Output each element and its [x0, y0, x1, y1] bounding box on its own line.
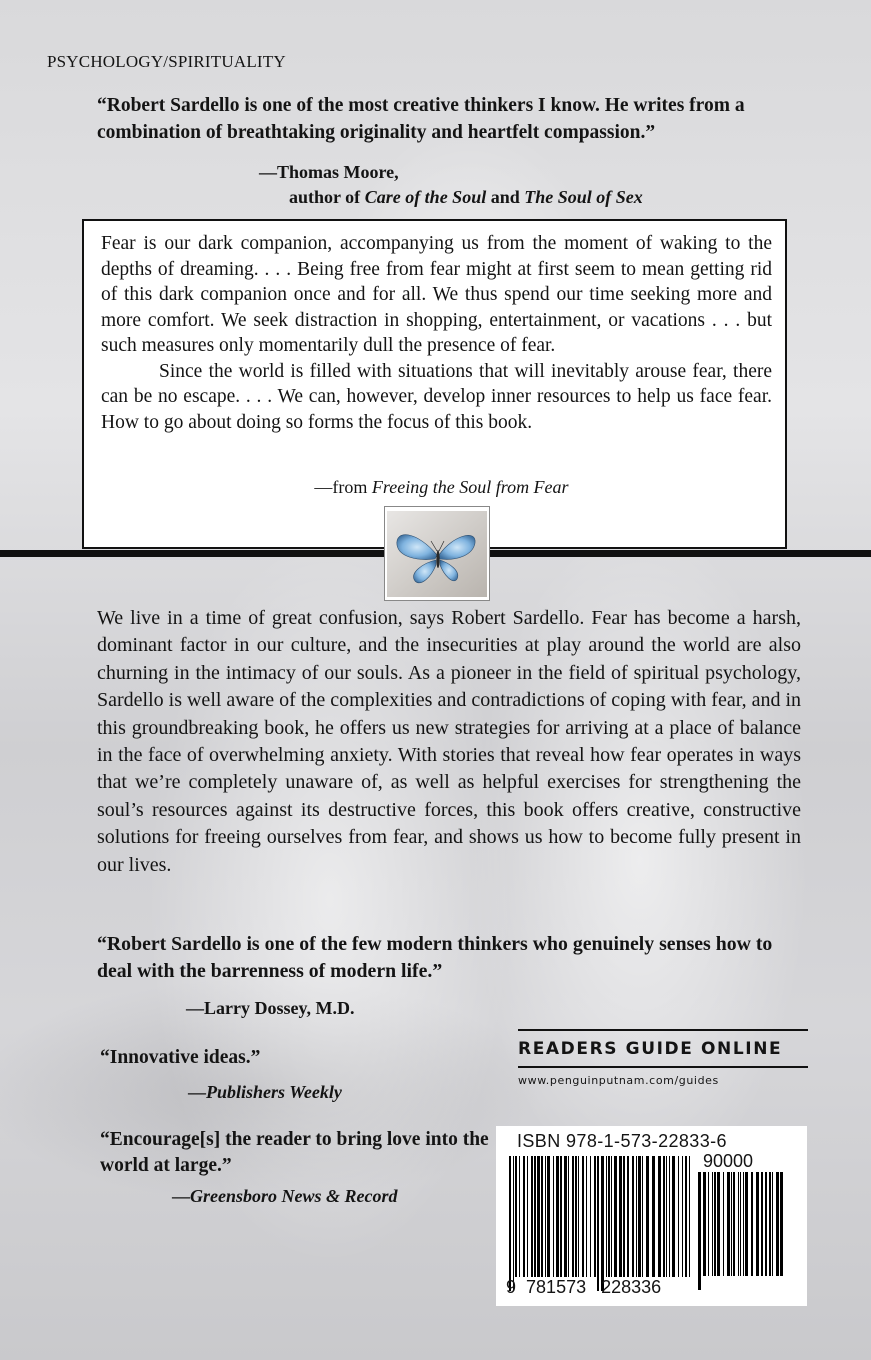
barcode-bar — [658, 1156, 661, 1277]
barcode-bar — [714, 1172, 716, 1276]
barcode-bar — [553, 1156, 554, 1277]
barcode-bar — [723, 1172, 724, 1276]
barcode-bar — [666, 1156, 667, 1277]
barcode-bar — [761, 1172, 763, 1276]
barcode-bar — [564, 1156, 567, 1277]
credit-book-1: Care of the Soul — [364, 187, 487, 207]
price-barcode — [698, 1172, 786, 1290]
barcode-bar — [531, 1156, 533, 1277]
butterfly-icon — [387, 511, 487, 597]
readers-guide-url: www.penguinputnam.com/guides — [518, 1074, 719, 1087]
barcode-bar — [586, 1156, 587, 1277]
barcode-bar — [547, 1156, 550, 1277]
barcode-bar — [560, 1156, 562, 1277]
barcode-bar — [578, 1156, 579, 1277]
endorsement-quote-publishers-weekly: “Innovative ideas.” — [100, 1047, 261, 1068]
barcode-bar — [601, 1156, 604, 1291]
barcode-bar — [575, 1156, 577, 1277]
attribution-source: Greensboro News & Record — [190, 1186, 398, 1206]
excerpt-paragraph-1: Fear is our dark companion, accompanying us from the moment of waking to the depths of dreaming. . . . Being free from fear might at first seem to mean getting rid of this dark companion once and for all. We thus spend our time seeking more and more comfort. We seek distraction in shopping, entertainment, or vacations . . . but such measures only momentarily dull the presence of fear. — [101, 233, 772, 356]
top-endorsement-quote: “Robert Sardello is one of the most creative thinkers I know. He writes from a combination of breathtaking originality and heartfelt compassion.” — [97, 95, 745, 143]
barcode-bar — [572, 1156, 574, 1277]
barcode-bar — [698, 1172, 701, 1290]
excerpt-source — [0, 477, 871, 498]
barcode-bar — [519, 1156, 520, 1277]
credit-prefix: author of — [289, 187, 365, 207]
barcode-bar — [708, 1172, 709, 1276]
barcode-bar — [703, 1172, 706, 1276]
barcode-bar — [590, 1156, 591, 1277]
readers-guide-top-rule — [518, 1029, 808, 1031]
readers-guide-title: READERS GUIDE ONLINE — [518, 1039, 783, 1059]
top-endorsement-attribution — [259, 160, 643, 210]
barcode-bar — [751, 1172, 753, 1276]
barcode-digit-group-2: 228336 — [601, 1277, 662, 1297]
credit-book-2: The Soul of Sex — [524, 187, 643, 207]
barcode-bar — [515, 1156, 517, 1277]
excerpt-text — [101, 231, 772, 435]
barcode-bar — [717, 1172, 720, 1276]
attribution-dash: — — [188, 1082, 206, 1102]
barcode-bar — [756, 1172, 759, 1276]
barcode-digits — [506, 1277, 661, 1298]
barcode-bar — [509, 1156, 511, 1291]
endorsement-attribution-dossey: —Larry Dossey, M.D. — [186, 998, 355, 1018]
barcode-bar — [614, 1156, 617, 1277]
barcode-bar — [611, 1156, 612, 1277]
barcode-bar — [534, 1156, 536, 1277]
barcode-bar — [678, 1156, 679, 1277]
excerpt-paragraph-2: Since the world is filled with situations that will inevitably arouse fear, there can be no escape. . . . We can, however, develop inner resources to help us face fear. How to go about doing so forms the focus of this book. — [101, 360, 772, 433]
barcode-bar — [646, 1156, 649, 1277]
barcode-bar — [594, 1156, 596, 1277]
barcode-digit-first: 9 — [506, 1277, 517, 1297]
barcode-bar — [642, 1156, 643, 1277]
barcode-bar — [712, 1172, 713, 1276]
book-description: We live in a time of great confusion, says Robert Sardello. Fear has become a harsh, dominant factor in our culture, and the insecurities at play around the world are also churning in the intimacy of our souls. As a pioneer in the field of spiritual psychology, Sardello is well aware of the complexities and contradictions of coping with fear, and in this groundbreaking book, he offers us new strategies for arriving at a place of balance in the face of overwhelming anxiety. With stories that reveal how fear operates in ways that we’re completely unaware of, as well as helpful exercises for strengthening the soul’s resources against its destructive forces, this book offers creative, constructive solutions for freeing ourselves from fear, and shows us how to become fully present in our lives. — [97, 607, 801, 876]
barcode-bar — [619, 1156, 622, 1277]
barcode-bar — [727, 1172, 730, 1276]
barcode-bar — [623, 1156, 625, 1277]
barcode-bar — [776, 1172, 779, 1276]
barcode-bar — [689, 1156, 690, 1277]
barcode-bar — [731, 1172, 732, 1276]
excerpt-source-prefix: —from — [314, 477, 372, 497]
readers-guide-divider — [518, 1066, 808, 1068]
endorsement-quote-dossey: “Robert Sardello is one of the few modern thinkers who genuinely senses how to deal with the barrenness of modern life.” — [97, 933, 773, 982]
barcode-bar — [541, 1156, 543, 1277]
barcode-bar — [537, 1156, 540, 1277]
isbn-barcode — [509, 1156, 693, 1291]
barcode-bar — [523, 1156, 525, 1277]
barcode-bar — [597, 1156, 599, 1291]
barcode-bar — [682, 1156, 683, 1277]
barcode-bar — [632, 1156, 634, 1277]
barcode-bar — [672, 1156, 675, 1277]
barcode-bar — [745, 1172, 748, 1276]
barcode-bar — [765, 1172, 767, 1276]
barcode-bar — [636, 1156, 637, 1277]
barcode-bar — [638, 1156, 641, 1277]
barcode-bar — [663, 1156, 665, 1277]
endorsement-attribution-greensboro — [172, 1186, 398, 1207]
credit-and: and — [486, 187, 525, 207]
barcode-digit-group-1: 781573 — [526, 1277, 587, 1297]
attribution-dash: — — [172, 1186, 190, 1206]
endorser-name: —Thomas Moore, — [259, 162, 399, 182]
barcode-bar — [608, 1156, 610, 1277]
barcode-bar — [669, 1156, 670, 1277]
barcode-bar — [545, 1156, 546, 1277]
barcode-bar — [513, 1156, 514, 1291]
barcode-bar — [743, 1172, 744, 1276]
endorsement-attribution-publishers-weekly — [188, 1082, 342, 1103]
endorser-credit — [259, 185, 643, 210]
barcode-bar — [769, 1172, 771, 1276]
barcode-bar — [733, 1172, 735, 1276]
barcode-bar — [652, 1156, 655, 1277]
barcode-bar — [740, 1172, 741, 1276]
barcode-bar — [780, 1172, 783, 1276]
barcode-bar — [772, 1172, 773, 1276]
barcode-bar — [606, 1156, 607, 1277]
barcode-bar — [627, 1156, 629, 1277]
isbn-text: ISBN 978-1-573-22833-6 — [517, 1131, 727, 1151]
price-code: 90000 — [703, 1151, 754, 1171]
category-label: PSYCHOLOGY/SPIRITUALITY — [47, 52, 286, 71]
excerpt-source-title: Freeing the Soul from Fear — [371, 477, 569, 497]
butterfly-image — [384, 506, 490, 601]
barcode-bar — [685, 1156, 687, 1277]
barcode-bar — [527, 1156, 528, 1277]
barcode-bar — [738, 1172, 739, 1276]
barcode-bar — [568, 1156, 569, 1277]
barcode-bar — [556, 1156, 559, 1277]
attribution-source: Publishers Weekly — [206, 1082, 342, 1102]
barcode-bar — [582, 1156, 584, 1277]
endorsement-quote-greensboro: “Encourage[s] the reader to bring love into the world at large.” — [100, 1129, 489, 1176]
